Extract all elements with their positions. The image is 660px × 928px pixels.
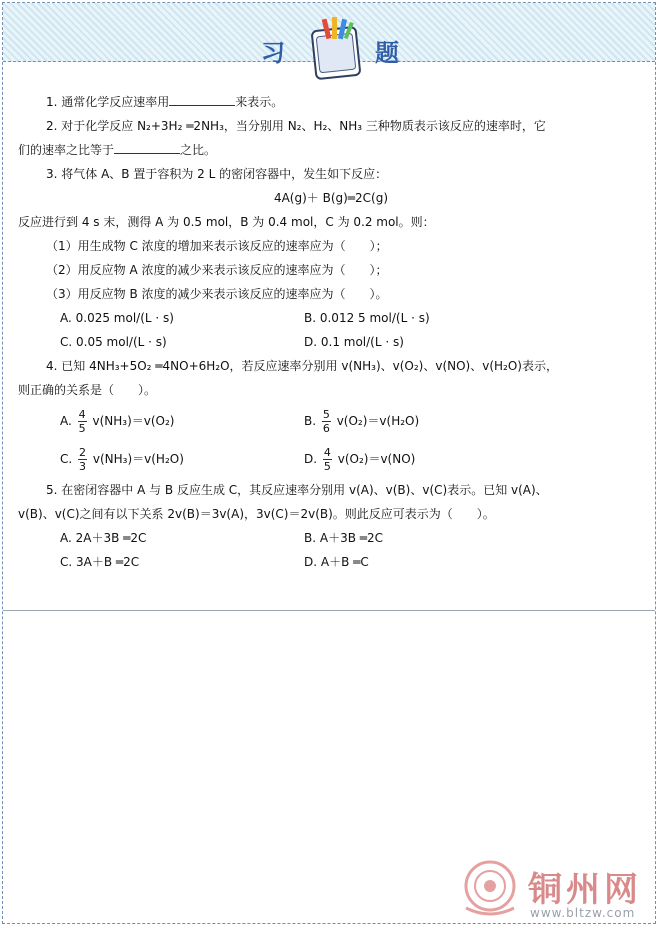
question-3-condition: 反应进行到 4 s 末，测得 A 为 0.5 mol，B 为 0.4 mol，C 为 0.2 mol。则：: [18, 215, 435, 229]
question-3-options-row-2: [18, 330, 644, 354]
option-d: D. A＋B ═C: [304, 555, 369, 569]
notebook-icon: [306, 15, 366, 81]
option-c: C. 0.05 mol/(L · s): [60, 335, 167, 349]
fraction: $\frac{4}{5}$: [323, 445, 331, 473]
question-4-options-row-2: [18, 440, 644, 478]
option-b: B. 0.012 5 mol/(L · s): [304, 311, 430, 325]
option-a: A. 2A＋3B ═2C: [60, 531, 147, 545]
question-4-line-2: 则正确的关系是（ ）。: [18, 383, 157, 397]
header-title-right: 题: [375, 39, 401, 67]
option-a: A. 0.025 mol/(L · s): [60, 311, 174, 325]
fraction: $\frac{4}{5}$: [78, 407, 86, 435]
question-5-line-2: v(B)、v(C)之间有以下关系 2v(B)＝3v(A)，3v(C)＝2v(B)。则此反应可表示为（ ）。: [18, 507, 495, 521]
question-4-options-row-1: [18, 402, 644, 440]
question-2-line-2: 们的速率之比等于 之比。: [18, 143, 217, 157]
answer-blank: [169, 93, 235, 106]
question-5-options-row-1: [18, 526, 644, 550]
watermark-title: 铜州网: [528, 870, 642, 910]
watermark-url: www.bltzw.com: [530, 906, 636, 920]
header-banner: [3, 3, 655, 67]
question-3-sub-2: （2）用反应物 A 浓度的减少来表示该反应的速率应为（ ）；: [46, 263, 388, 277]
question-5-line-1: 5. 在密闭容器中 A 与 B 反应生成 C，其反应速率分别用 v(A)、v(B)、v(C)表示。已知 v(A)、: [46, 483, 548, 497]
header-title-left: 习: [261, 39, 287, 67]
question-5-options-row-2: [18, 550, 644, 574]
fraction: $\frac{2}{3}$: [79, 445, 87, 473]
question-3-equation: 4A(g)＋ B(g)═2C(g): [273, 191, 389, 205]
option-d: D. 0.1 mol/(L · s): [304, 335, 404, 349]
option-c: C. 3A＋B ═2C: [60, 555, 140, 569]
exercise-content: [18, 90, 644, 574]
option-a: A. $\frac{4}{5}$ v(NH₃)＝v(O₂): [60, 407, 175, 435]
option-d: D. $\frac{4}{5}$ v(O₂)＝v(NO): [304, 445, 416, 473]
question-4-line-1: 4. 已知 4NH₃+5O₂ ═4NO+6H₂O，若反应速率分别用 v(NH₃)、v(O₂)、v(NO)、v(H₂O)表示，: [46, 359, 558, 373]
question-2-line-1: 2. 对于化学反应 N₂+3H₂ ═2NH₃，当分别用 N₂、H₂、NH₃ 三种物质表示该反应的速率时，它: [46, 119, 546, 133]
question-3-intro: 3. 将气体 A、B 置于容积为 2 L 的密闭容器中，发生如下反应：: [46, 167, 388, 181]
question-3-sub-3: （3）用反应物 B 浓度的减少来表示该反应的速率应为（ ）。: [46, 287, 388, 301]
option-b: B. $\frac{5}{6}$ v(O₂)＝v(H₂O): [304, 407, 420, 435]
section-divider: [3, 610, 655, 611]
fraction: $\frac{5}{6}$: [322, 407, 330, 435]
question-3-options-row-1: [18, 306, 644, 330]
answer-blank: [114, 141, 180, 154]
question-1: 1. 通常化学反应速率用 来表示。: [46, 95, 284, 109]
option-b: B. A＋3B ═2C: [304, 531, 383, 545]
question-3-sub-1: （1）用生成物 C 浓度的增加来表示该反应的速率应为（ ）；: [46, 239, 388, 253]
option-c: C. $\frac{2}{3}$ v(NH₃)＝v(H₂O): [60, 445, 184, 473]
